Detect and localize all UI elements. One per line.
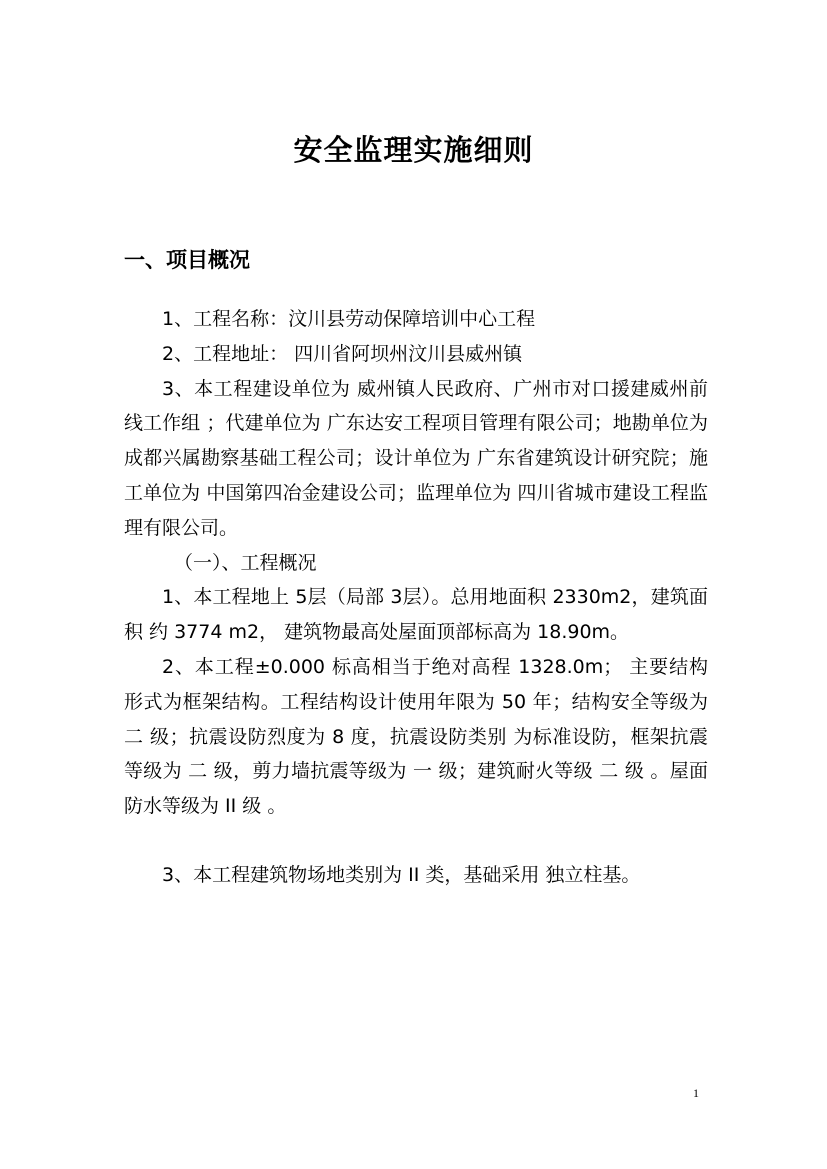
paragraph-participating-units: 3、本工程建设单位为 威州镇人民政府、广州市对口援建威州前线工作组 ；代建单位为 广东达安工程项目管理有限公司；地勘单位为 成都兴属勘察基础工程公司；设计单位为 广东省建筑设计研究院；施工单位为 中国第四冶金建设公司；监理单位为 四川省城市建设工程监理有限公司。 bbox=[124, 377, 708, 539]
subsection-heading: （一）、工程概况 bbox=[174, 551, 317, 574]
paragraph-site-and-foundation: 3、本工程建筑物场地类别为 II 类，基础采用 独立柱基。 bbox=[162, 863, 641, 886]
paragraph-project-address: 2、工程地址： 四川省阿坝州汶川县威州镇 bbox=[162, 342, 523, 365]
document-body bbox=[124, 302, 708, 893]
paragraph-project-name: 1、工程名称：汶川县劳动保障培训中心工程 bbox=[162, 308, 536, 330]
page-number: 1 bbox=[693, 1086, 699, 1100]
paragraph-floors-and-area: 1、本工程地上 5层（局部 3层）。总用地面积 2330m2，建筑面积 约 3774 m2， 建筑物最高处屋面顶部标高为 18.90m。 bbox=[124, 586, 708, 644]
paragraph-structure-grades: 2、本工程±0.000 标高相当于绝对高程 1328.0m； 主要结构形式为框架结构。工程结构设计使用年限为 50 年；结构安全等级为 二 级；抗震设防烈度为 8 度，抗震设防类别 为标准设防，框架抗震等级为 二 级，剪力墙抗震等级为 一 级；建筑耐火等级 二 级 。屋面防水等级为 II 级 。 bbox=[124, 655, 708, 818]
section-heading: 一、项目概况 bbox=[124, 248, 250, 272]
page-title: 安全监理实施细则 bbox=[293, 133, 534, 167]
